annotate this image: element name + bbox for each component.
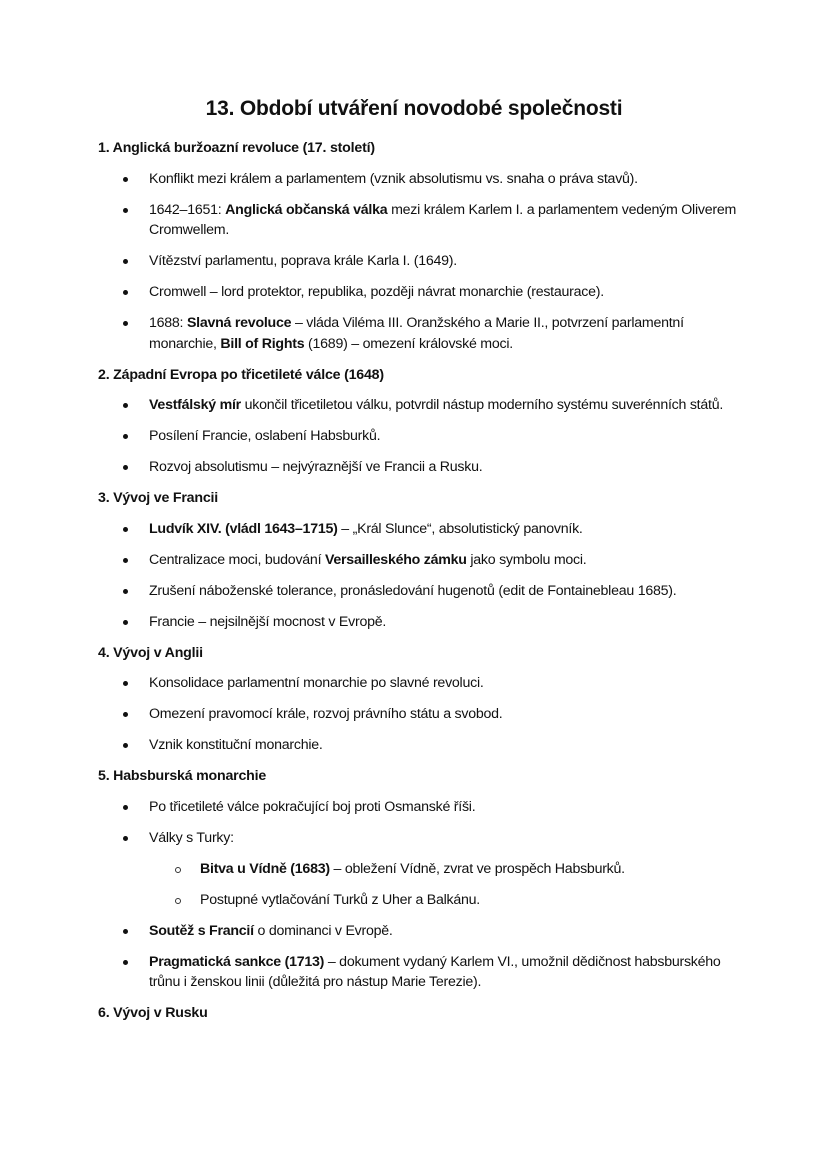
text-run: o dominanci v Evropě. <box>253 922 393 939</box>
text-run: Cromwell – lord protektor, republika, později návrat monarchie (restaurace). <box>149 284 604 300</box>
text-run: 1642–1651: <box>149 201 226 218</box>
text-run: mezi králem Karlem I. a parlamentem vedeným Oliverem Cromwellem. <box>149 201 737 238</box>
bullet-icon <box>123 589 128 594</box>
text-run: Konsolidace parlamentní monarchie po slavné revoluci. <box>149 675 484 691</box>
list-item <box>98 313 738 354</box>
bullet-icon <box>123 321 128 326</box>
bold-text: Pragmatická sankce (1713) <box>149 953 325 970</box>
text-run: ukončil třicetiletou válku, potvrdil nástup moderního systému suverénních států. <box>240 397 724 413</box>
section-heading: 6. Vývoj v Rusku <box>98 1005 208 1021</box>
bold-text: Soutěž s Francií <box>149 922 254 939</box>
list-item-text <box>149 397 723 413</box>
bullet-icon <box>123 259 128 264</box>
list-item <box>98 704 738 725</box>
list-item <box>98 550 738 571</box>
bold-text: Ludvík XIV. (vládl 1643–1715) <box>149 520 338 537</box>
text-run: Vznik konstituční monarchie. <box>149 737 323 753</box>
text-run: Postupné vytlačování Turků z Uher a Balkánu. <box>200 891 481 908</box>
bullet-icon <box>123 465 128 470</box>
bullet-icon <box>123 960 128 965</box>
text-run: – vláda Viléma III. Oranžského a Marie II., potvrzení parlamentní monarchie, <box>149 315 684 352</box>
list-item-text <box>149 923 393 939</box>
list-item-text <box>149 284 604 300</box>
bullet-icon <box>123 527 128 532</box>
list-item <box>98 169 738 190</box>
text-run: (1689) – omezení královské moci. <box>304 335 513 352</box>
list-item-text <box>149 583 676 599</box>
section <box>98 488 738 632</box>
list-item-text <box>149 830 234 846</box>
text-run: Rozvoj absolutismu – nejvýraznější ve Francii a Rusku. <box>149 459 483 475</box>
list-item <box>98 673 738 694</box>
bullet-list <box>98 169 738 355</box>
text-run: – obležení Vídně, zvrat ve prospěch Habsburků. <box>329 860 625 877</box>
text-run: Zrušení náboženské tolerance, pronásledování hugenotů (edit de Fontainebleau 1685). <box>149 582 677 599</box>
section-heading: 2. Západní Evropa po třicetileté válce (1648) <box>98 366 384 383</box>
text-run: Omezení pravomocí krále, rozvoj právního státu a svobod. <box>149 706 503 722</box>
list-item-text <box>149 675 484 691</box>
list-item-text <box>149 315 684 352</box>
section-heading: 4. Vývoj v Anglii <box>98 644 203 661</box>
list-item <box>98 828 738 911</box>
bold-text: Anglická občanská válka <box>225 201 388 218</box>
text-run: Francie – nejsilnější mocnost v Evropě. <box>149 613 387 630</box>
list-item-text <box>149 954 721 991</box>
hollow-bullet-icon <box>175 867 181 873</box>
list-item <box>98 282 738 303</box>
list-item <box>98 200 738 241</box>
bold-text: Bitva u Vídně (1683) <box>200 860 330 877</box>
list-item-text <box>149 799 475 815</box>
bullet-icon <box>123 681 128 686</box>
section-heading: 3. Vývoj ve Francii <box>98 490 219 506</box>
text-run: – „Král Slunce“, absolutistický panovník. <box>337 520 583 537</box>
bullet-list <box>98 797 738 993</box>
bullet-icon <box>123 558 128 563</box>
text-run: Vítězství parlamentu, poprava krále Karla I. (1649). <box>149 253 457 269</box>
bullet-icon <box>123 208 128 213</box>
list-item <box>98 581 738 602</box>
list-item-text <box>149 521 583 537</box>
list-item-text <box>149 552 587 568</box>
list-item-text <box>149 253 457 269</box>
bullet-icon <box>123 403 128 408</box>
sub-list-item <box>149 859 738 880</box>
list-item-text <box>149 737 323 753</box>
bullet-icon <box>123 836 128 841</box>
text-run: Války s Turky: <box>149 829 234 846</box>
bullet-icon <box>123 929 128 934</box>
list-item <box>98 735 738 756</box>
section <box>98 766 738 993</box>
list-item <box>98 457 738 478</box>
bullet-list <box>98 673 738 756</box>
bullet-icon <box>123 290 128 295</box>
list-item <box>98 952 738 993</box>
list-item <box>98 519 738 540</box>
section <box>98 138 738 354</box>
list-item-text <box>149 171 638 187</box>
bullet-icon <box>123 177 128 182</box>
section <box>98 1003 738 1023</box>
bold-text: Bill of Rights <box>220 335 305 352</box>
document-content <box>98 138 738 1023</box>
list-item <box>98 251 738 272</box>
list-item <box>98 797 738 818</box>
list-item <box>98 395 738 416</box>
bullet-icon <box>123 434 128 439</box>
list-item-text <box>149 428 380 444</box>
section <box>98 365 738 478</box>
sub-list-item <box>149 890 738 911</box>
section-heading: 1. Anglická buržoazní revoluce (17. století) <box>98 140 375 156</box>
bullet-icon <box>123 620 128 625</box>
bullet-list <box>98 395 738 478</box>
list-item <box>98 426 738 447</box>
list-item-text <box>149 614 386 630</box>
text-run: – dokument vydaný Karlem VI., umožnil dědičnost habsburského trůnu i ženskou linii (důležitá pro nástup Marie Terezie). <box>149 953 721 990</box>
text-run: 1688: <box>149 315 187 331</box>
sub-bullet-list <box>149 859 738 911</box>
text-run: Konflikt mezi králem a parlamentem (vznik absolutismu vs. snaha o práva stavů). <box>149 170 638 187</box>
list-item <box>98 612 738 633</box>
section <box>98 643 738 756</box>
text-run: Posílení Francie, oslabení Habsburků. <box>149 428 381 444</box>
bullet-list <box>98 519 738 633</box>
section-heading: 5. Habsburská monarchie <box>98 768 267 784</box>
list-item-text <box>149 706 502 722</box>
text-run: jako symbolu moci. <box>466 551 587 568</box>
list-item <box>98 921 738 942</box>
bold-text: Slavná revoluce <box>186 315 292 331</box>
bullet-icon <box>123 712 128 717</box>
list-item-text <box>149 459 482 475</box>
text-run: Po třicetileté válce pokračující boj proti Osmanské říši. <box>149 798 476 815</box>
bold-text: Versailleského zámku <box>324 551 467 568</box>
text-run: Centralizace moci, budování <box>149 551 325 568</box>
document-title: 13. Období utváření novodobé společnosti <box>205 97 623 120</box>
hollow-bullet-icon <box>175 898 181 904</box>
bullet-icon <box>123 805 128 810</box>
bold-text: Vestfálský mír <box>149 397 241 413</box>
list-item-text <box>149 202 736 239</box>
sub-list-item-text <box>200 892 480 908</box>
sub-list-item-text <box>200 861 625 877</box>
bullet-icon <box>123 743 128 748</box>
